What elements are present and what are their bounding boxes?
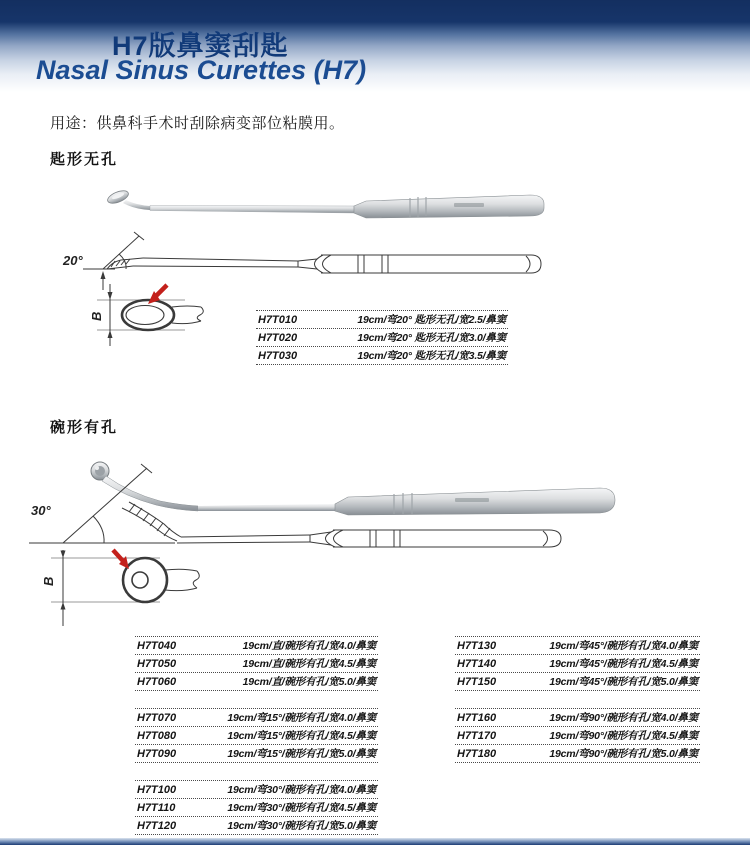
section-label-bowl: 碗形有孔: [50, 419, 119, 436]
page-footer-band: [0, 838, 750, 845]
product-spec: 19cm/弯15°/碗形有孔/宽5.0/鼻窦: [227, 748, 376, 760]
product-code: H7T180: [457, 747, 497, 760]
table-row: [455, 672, 700, 690]
product-spec: 19cm/弯30°/碗形有孔/宽4.5/鼻窦: [227, 802, 376, 814]
product-spec: 19cm/弯30°/碗形有孔/宽4.0/鼻窦: [227, 784, 376, 796]
product-spec: 19cm/弯45°/碗形有孔/宽4.0/鼻窦: [549, 640, 698, 652]
table-row: [135, 798, 378, 816]
usage-note: 用途：供鼻科手术时刮除病变部位粘膜用。: [50, 115, 345, 132]
product-code: H7T040: [137, 639, 177, 652]
dim-arrow-bottom: [108, 330, 113, 338]
neck: [123, 200, 150, 210]
product-code: H7T050: [137, 657, 177, 670]
table-row: [455, 744, 700, 762]
laser-marking: [454, 203, 484, 207]
bowl-table-90deg: [455, 708, 700, 763]
table-row: [135, 708, 378, 726]
handle: [354, 195, 544, 218]
pointer-arrow-icon: [113, 550, 129, 569]
product-code: H7T140: [457, 657, 497, 670]
product-spec: 19cm/弯20° 匙形无孔/宽3.0/鼻窦: [357, 332, 506, 344]
angle-arrowhead: [101, 271, 106, 279]
width-dim-label: B: [41, 576, 56, 586]
product-spec: 19cm/弯90°/碗形有孔/宽4.5/鼻窦: [549, 730, 698, 742]
product-spec: 19cm/弯45°/碗形有孔/宽5.0/鼻窦: [549, 676, 698, 688]
product-code: H7T060: [137, 675, 177, 688]
product-code: H7T120: [137, 819, 177, 832]
dim-arrow-bottom: [61, 602, 66, 610]
spoon-product-table: [256, 310, 508, 365]
section-label-spoon: 匙形无孔: [50, 151, 119, 168]
table-row: [455, 636, 700, 654]
bowl-table-30deg: [135, 780, 378, 835]
table-row: [256, 346, 508, 364]
product-code: H7T130: [457, 639, 497, 652]
table-row: [135, 744, 378, 762]
table-row: [256, 310, 508, 328]
table-row: [256, 328, 508, 346]
table-row: [455, 708, 700, 726]
product-code: H7T090: [137, 747, 177, 760]
page-subtitle: Nasal Sinus Curettes (H7): [36, 55, 367, 85]
bowl-table-straight: [135, 636, 378, 691]
table-row: [455, 654, 700, 672]
product-spec: 19cm/弯90°/碗形有孔/宽5.0/鼻窦: [549, 748, 698, 760]
product-spec: 19cm/弯45°/碗形有孔/宽4.5/鼻窦: [549, 658, 698, 670]
product-code: H7T170: [457, 729, 497, 742]
angle-label: 20°: [63, 253, 83, 268]
product-spec: 19cm/直/碗形有孔/宽4.5/鼻窦: [242, 658, 376, 670]
product-code: H7T010: [258, 313, 298, 326]
product-spec: 19cm/直/碗形有孔/宽4.0/鼻窦: [242, 640, 376, 652]
width-dim-label: B: [89, 311, 104, 321]
angle-label: 30°: [31, 503, 51, 518]
technical-drawing-bowl: [25, 458, 575, 633]
product-code: H7T020: [258, 331, 298, 344]
product-code: H7T150: [457, 675, 497, 688]
shaft: [150, 206, 354, 214]
dim-arrow-top: [108, 292, 113, 300]
product-spec: 19cm/弯30°/碗形有孔/宽5.0/鼻窦: [227, 820, 376, 832]
dim-arrow-top: [61, 551, 66, 559]
product-code: H7T080: [137, 729, 177, 742]
table-row: [135, 780, 378, 798]
page-title: H7版鼻窦刮匙: [112, 31, 289, 61]
product-spec: 19cm/直/碗形有孔/宽5.0/鼻窦: [242, 676, 376, 688]
table-row: [135, 672, 378, 690]
table-row: [135, 726, 378, 744]
product-spec: 19cm/弯15°/碗形有孔/宽4.0/鼻窦: [227, 712, 376, 724]
product-code: H7T100: [137, 783, 177, 796]
table-row: [135, 636, 378, 654]
table-row: [455, 726, 700, 744]
instrument-photo-spoon-curette: [92, 182, 550, 232]
product-spec: 19cm/弯90°/碗形有孔/宽4.0/鼻窦: [549, 712, 698, 724]
product-code: H7T030: [258, 349, 298, 362]
product-spec: 19cm/弯20° 匙形无孔/宽3.5/鼻窦: [357, 350, 506, 362]
product-code: H7T160: [457, 711, 497, 724]
bowl-table-45deg: [455, 636, 700, 691]
product-spec: 19cm/弯15°/碗形有孔/宽4.5/鼻窦: [227, 730, 376, 742]
product-spec: 19cm/弯20° 匙形无孔/宽2.5/鼻窦: [357, 314, 506, 326]
table-row: [135, 816, 378, 834]
bowl-table-15deg: [135, 708, 378, 763]
product-code: H7T110: [137, 801, 176, 814]
product-code: H7T070: [137, 711, 177, 724]
table-row: [135, 654, 378, 672]
